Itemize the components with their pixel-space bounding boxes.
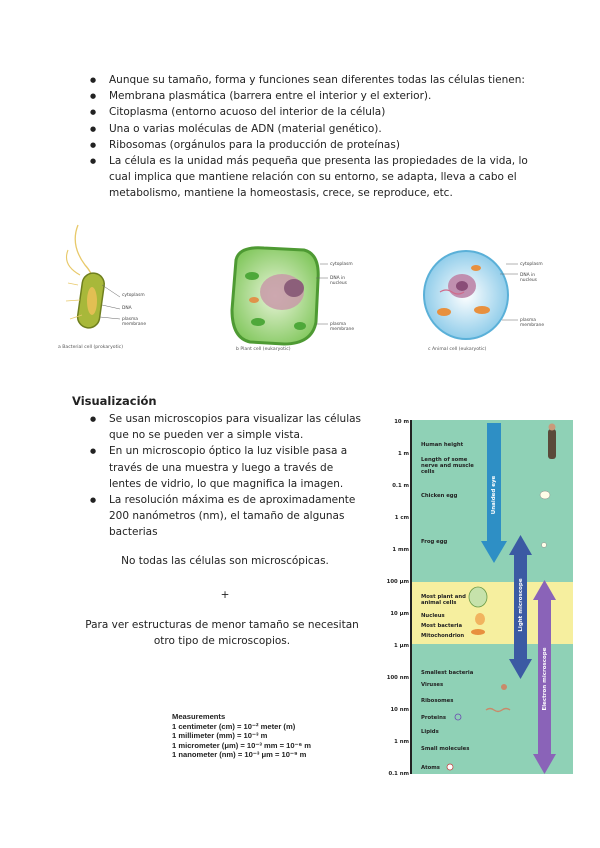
object-label: Chicken egg: [421, 493, 458, 499]
animal-cell-figure: [418, 240, 568, 358]
tick-label: 10 μm: [390, 611, 409, 617]
measurement-line: 1 millimeter (mm) = 10⁻³ m: [172, 731, 268, 741]
tick-label: 10 m: [394, 419, 409, 425]
object-label: Frog egg: [421, 539, 448, 545]
tick-label: 100 nm: [386, 675, 409, 681]
range-arrows: [383, 417, 573, 777]
tick-label: 0.1 m: [392, 483, 409, 489]
object-label: Nucleus: [421, 613, 445, 619]
object-label: Most bacteria: [421, 623, 463, 629]
tick-label: 1 mm: [392, 547, 409, 553]
list-item: ● Se usan microscopios para visualizar las células que no se pueden ver a simple vista.: [88, 411, 368, 443]
note-not-all-microscopic: No todas las células son microscópicas.: [121, 555, 329, 567]
plasma-membrane-label: plasma membrane: [122, 317, 147, 327]
tick-label: 10 nm: [390, 707, 409, 713]
object-label: Length of some nerve and muscle cells: [421, 457, 474, 475]
list-item: ● En un microscopio óptico la luz visible pasa a través de una muestra y luego a través de lentes de vidrio, lo que magnifica la imagen.: [88, 443, 368, 492]
range-label: Unaided eye: [491, 475, 497, 515]
plus-sign: +: [220, 589, 230, 601]
cytoplasm-label: cytoplasm: [122, 293, 145, 298]
measurement-line: 1 micrometer (μm) = 10⁻³ mm = 10⁻⁶ m: [172, 740, 311, 750]
list-item: ● La resolución máxima es de aproximadamente 200 nanómetros (nm), el tamaño de algunas bacterias: [88, 492, 368, 541]
tick-label: 100 μm: [386, 579, 409, 585]
tick-label: 1 m: [397, 451, 409, 457]
section-title: Visualización: [72, 394, 157, 408]
dna-label: DNA: [122, 306, 132, 311]
list-item: ● La célula es la unidad más pequeña que presenta las propiedades de la vida, lo cual implica que mantiene relación con su entorno, se adapta, lleva a cabo el metabolismo, mantiene la homeostasis, crece, se reproduce, etc.: [88, 153, 538, 202]
intro-bullet-list: [88, 72, 538, 202]
object-label: Proteins: [421, 715, 446, 721]
list-item: ● Citoplasma (entorno acuoso del interior de la célula): [88, 104, 538, 120]
bacterial-cell-illustration: [50, 205, 180, 355]
cytoplasm-label: cytoplasm: [330, 262, 353, 267]
object-label: Ribosomes: [421, 698, 454, 704]
list-item: ● Aunque su tamaño, forma y funciones sean diferentes todas las células tienen:: [88, 72, 538, 88]
bacterial-caption: a Bacterial cell (prokaryotic): [58, 345, 123, 350]
dna-in-nucleus-label: DNA in nucleus: [330, 276, 347, 286]
plant-cell-figure: [224, 240, 374, 358]
animal-caption: c Animal cell (eukaryotic): [428, 347, 487, 352]
range-label: Light microscope: [517, 578, 524, 632]
animal-cell-illustration: [418, 240, 568, 358]
plant-cell-illustration: [224, 240, 374, 358]
object-label: Smallest bacteria: [421, 670, 474, 676]
object-label: Most plant and animal cells: [421, 594, 466, 606]
measurement-line: 1 nanometer (nm) = 10⁻³ μm = 10⁻⁹ m: [172, 750, 307, 760]
tick-label: 1 nm: [394, 739, 409, 745]
object-label: Mitochondrion: [421, 633, 465, 639]
tick-label: 1 μm: [394, 643, 409, 649]
object-label: Lipids: [421, 729, 439, 735]
tick-label: 1 cm: [394, 515, 409, 521]
measurements-box: [172, 712, 311, 760]
note-other-microscopes: Para ver estructuras de menor tamaño se necesitan otro tipo de microscopios.: [85, 619, 359, 647]
plasma-membrane-label: plasma membrane: [330, 322, 355, 332]
visualization-bullet-list: [88, 411, 368, 541]
object-label: Viruses: [421, 682, 444, 688]
cytoplasm-label: cytoplasm: [520, 262, 543, 267]
measurement-line: 1 centimeter (cm) = 10⁻² meter (m): [172, 721, 296, 731]
object-label: Human height: [421, 442, 464, 448]
object-label: Small molecules: [421, 746, 470, 752]
tick-label: 0.1 nm: [388, 771, 409, 777]
list-item: ● Una o varias moléculas de ADN (material genético).: [88, 121, 538, 137]
plant-caption: b Plant cell (eukaryotic): [236, 347, 291, 352]
list-item: ● Membrana plasmática (barrera entre el interior y el exterior).: [88, 88, 538, 104]
bacterial-cell-figure: [50, 205, 180, 355]
object-label: Atoms: [421, 765, 440, 771]
plasma-membrane-label: plasma membrane: [520, 318, 545, 328]
range-label: Electron microscope: [541, 647, 548, 711]
size-scale-chart: [383, 417, 573, 777]
list-item: ● Ribosomas (orgánulos para la producción de proteínas): [88, 137, 538, 153]
dna-in-nucleus-label: DNA in nucleus: [520, 273, 537, 283]
measurements-title: Measurements: [172, 712, 226, 721]
